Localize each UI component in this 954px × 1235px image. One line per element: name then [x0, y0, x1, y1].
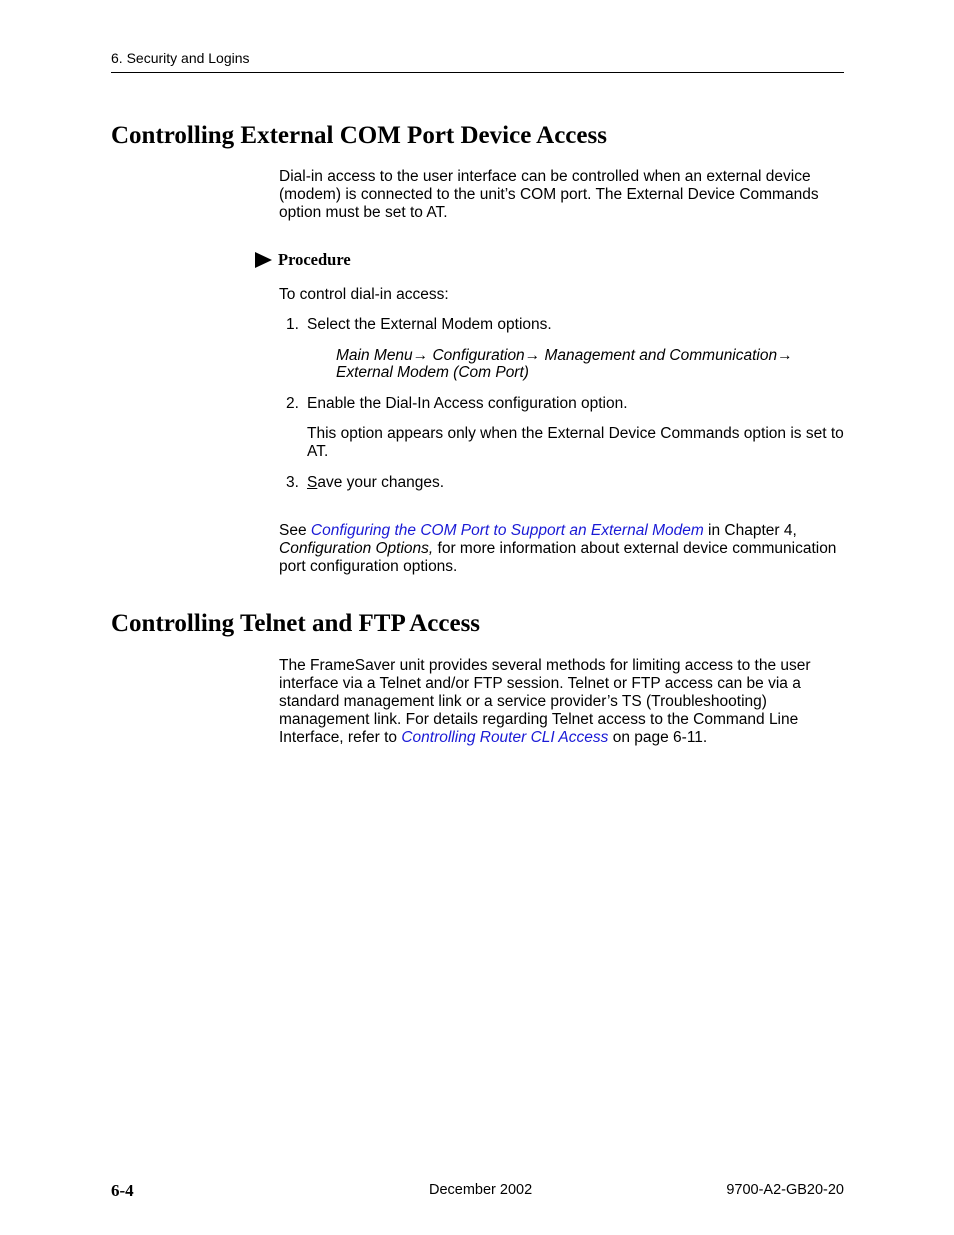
footer-date: December 2002	[429, 1182, 533, 1198]
step-2-note: This option appears only when the External Device Commands option is set to AT.	[307, 425, 844, 460]
see-suffix: for more information about external device communication port configuration options.	[279, 540, 837, 575]
see-prefix: See	[279, 522, 311, 539]
menu-path-line-1: Main Menu→ Configuration→ Management and Communication→	[336, 347, 793, 364]
see-italic: Configuration Options,	[279, 540, 434, 557]
page-number: 6-4	[111, 1181, 134, 1200]
step-1-number: 1.	[286, 316, 299, 333]
intro-paragraph: Dial-in access to the user interface can be controlled when an external device (modem) is connected to the unit’s COM port. The External Device Commands option must be set to AT.	[279, 168, 819, 221]
telnet-body: The FrameSaver unit provides several methods for limiting access to the user interface via a Telnet and/or FTP session. Telnet or FTP access can be via a standard management link or a service provider’s TS (Troubleshooting) management link. For details regarding Telnet access to the Command Line Interface, refer to	[279, 657, 811, 746]
procedure-arrow-icon	[255, 252, 272, 268]
section-title-com-port: Controlling External COM Port Device Access	[111, 122, 607, 149]
header-rule	[111, 72, 844, 73]
section-title-telnet-ftp: Controlling Telnet and FTP Access	[111, 610, 481, 637]
step-2-number: 2.	[286, 395, 299, 412]
step-3-number: 3.	[286, 474, 299, 491]
com-port-link[interactable]: Configuring the COM Port to Support an External Modem	[310, 522, 704, 539]
telnet-paragraph	[279, 657, 847, 747]
procedure-lead: To control dial-in access:	[279, 286, 449, 303]
step-3-mnemonic: S	[307, 474, 318, 491]
running-header: 6. Security and Logins	[111, 50, 250, 66]
see-also-paragraph	[279, 522, 847, 576]
step-3-rest: ave your changes.	[317, 474, 445, 491]
menu-path-line-2: External Modem (Com Port)	[336, 364, 529, 381]
step-3-text	[307, 474, 847, 492]
procedure-label: Procedure	[278, 250, 351, 269]
telnet-suffix: on page 6-11.	[608, 729, 708, 746]
step-2-text: Enable the Dial-In Access configuration option.	[307, 395, 628, 412]
procedure-heading	[255, 250, 351, 270]
footer-doc-number: 9700-A2-GB20-20	[726, 1182, 844, 1198]
router-cli-link[interactable]: Controlling Router CLI Access	[401, 729, 609, 746]
see-mid: in Chapter 4,	[703, 522, 797, 539]
step-1-text: Select the External Modem options.	[307, 316, 552, 333]
